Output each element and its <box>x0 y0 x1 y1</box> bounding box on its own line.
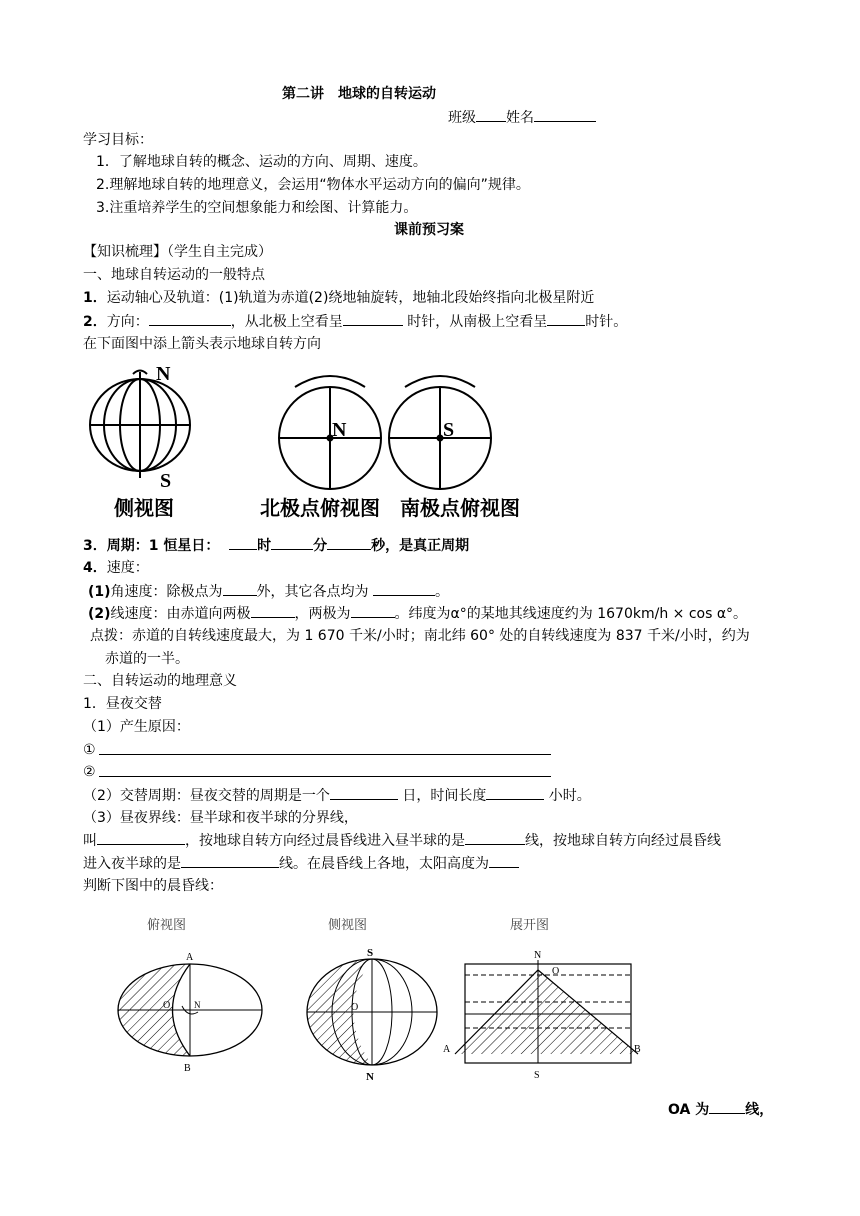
exp-b-label: B <box>634 1044 641 1055</box>
direction-blank[interactable] <box>149 311 231 326</box>
speed-title: 速度： <box>106 560 149 576</box>
term-b1: 叫 <box>83 833 97 849</box>
preview-title: 课前预习案 <box>394 222 464 238</box>
pole-blank[interactable] <box>223 581 257 596</box>
terminator-line-a: （3）昼夜界线：昼半球和夜半球的分界线， <box>83 810 358 826</box>
dir-b: ，从北极上空看呈 <box>230 314 343 330</box>
objective-3: 3.注重培养学生的空间想象能力和绘图、计算能力。 <box>96 200 418 216</box>
section1-heading: 一、地球自转运动的一般特点 <box>83 267 265 283</box>
cycle-b: 日，时间长度 <box>397 788 487 804</box>
oa-b: 线， <box>745 1102 774 1118</box>
top-o-label: O <box>163 1000 171 1011</box>
exp-n-label: N <box>534 950 542 961</box>
oa-blank[interactable] <box>709 1099 745 1114</box>
name-blank[interactable] <box>534 107 596 122</box>
day-night-heading: 1．昼夜交替 <box>83 696 162 712</box>
angular-blank[interactable] <box>373 581 435 596</box>
terminator-name-blank[interactable] <box>97 830 185 845</box>
expand-view-caption: 展开图 <box>510 918 550 933</box>
tip-line-2: 赤道的一半。 <box>105 651 189 667</box>
top-a-label: A <box>186 952 194 963</box>
oa-a: OA 为 <box>668 1102 710 1118</box>
hours-blank[interactable] <box>229 535 257 550</box>
cause-1-marker: ① <box>83 742 96 758</box>
south-view-globe[interactable] <box>389 376 491 489</box>
term-c2: 线。在晨昏线上各地，太阳高度为 <box>279 856 489 872</box>
cause-2-blank[interactable] <box>99 776 551 777</box>
speed-line <box>83 558 149 578</box>
north-view-globe[interactable] <box>279 376 381 489</box>
axis-text: 运动轴心及轨道：(1)轨道为赤道(2)绕地轴旋转，地轴北段始终指向北极星附近 <box>106 290 595 306</box>
sun-altitude-blank[interactable] <box>489 853 519 868</box>
exp-a-label: A <box>443 1044 451 1055</box>
oa-line <box>668 1099 773 1120</box>
seconds-blank[interactable] <box>327 535 371 550</box>
axis-num: 1． <box>83 290 107 306</box>
class-blank[interactable] <box>476 107 506 122</box>
period-s: 秒，是真正周期 <box>371 538 470 554</box>
section2-heading: 二、自转运动的地理意义 <box>83 673 237 689</box>
term-c1: 进入夜半球的是 <box>83 856 181 872</box>
term-b3: 线，按地球自转方向经过晨昏线 <box>525 833 721 849</box>
side-view-caption: 侧视图 <box>114 496 174 520</box>
period-num: 3． <box>83 538 107 554</box>
class-label: 班级 <box>448 110 476 126</box>
dir-c: 时针，从南极上空看呈 <box>402 314 548 330</box>
side2-o-label: O <box>351 1002 359 1013</box>
hours-length-blank[interactable] <box>486 785 544 800</box>
class-name-fields <box>448 107 596 128</box>
expanded-view-diagram[interactable] <box>443 950 641 1081</box>
term-b2: ，按地球自转方向经过晨昏线进入昼半球的是 <box>185 833 465 849</box>
side2-n-label: N <box>366 1071 374 1083</box>
lin-d: 。纬度为α°的某地其线速度约为 1670km/h × cos α°。 <box>394 606 748 622</box>
speed-num: 4． <box>83 560 107 576</box>
terminator-line-b <box>83 830 721 851</box>
cycle-c: 小时。 <box>544 788 591 804</box>
ang-a: (1) <box>88 584 111 600</box>
day-type-blank[interactable] <box>330 785 398 800</box>
page-title: 第二讲 地球的自转运动 <box>282 86 436 102</box>
ang-c: 外，其它各点均为 <box>256 584 373 600</box>
side2-s-label: S <box>367 947 374 959</box>
side-view-diagram[interactable] <box>307 947 437 1083</box>
poles-value-blank[interactable] <box>351 603 395 618</box>
lin-a: (2) <box>88 606 111 622</box>
terminator-diagrams <box>110 940 670 1090</box>
trend-blank[interactable] <box>251 603 295 618</box>
instruction-line: 在下面图中添上箭头表示地球自转方向 <box>83 336 321 352</box>
dir-a: 方向： <box>106 314 149 330</box>
lin-b: 线速度：由赤道向两极 <box>110 606 251 622</box>
linear-speed-line <box>88 603 747 624</box>
dir-num: 2． <box>83 314 107 330</box>
exp-s-label: S <box>534 1070 540 1081</box>
dawn-line-blank[interactable] <box>465 830 525 845</box>
ang-d: 。 <box>435 584 449 600</box>
objectives-heading: 学习目标： <box>83 132 153 148</box>
period-line <box>83 535 469 556</box>
cycle-line <box>83 785 591 806</box>
exp-o-label: O <box>552 966 560 977</box>
period-h: 时 <box>257 538 272 554</box>
side-s-label: S <box>160 470 172 490</box>
south-view-blank[interactable] <box>547 311 585 326</box>
direction-line <box>83 311 627 332</box>
cause-1-blank[interactable] <box>99 754 551 755</box>
side-view-caption-2: 侧视图 <box>328 918 368 933</box>
south-view-s-label: S <box>443 419 455 441</box>
top-view-diagram[interactable] <box>118 952 262 1074</box>
knowledge-heading: 【知识梳理】（学生自主完成） <box>83 244 272 260</box>
objective-1: 1．了解地球自转的概念、运动的方向、周期、速度。 <box>96 154 427 170</box>
judge-line: 判断下图中的晨昏线： <box>83 878 223 894</box>
north-view-blank[interactable] <box>343 311 403 326</box>
side-n-label: N <box>156 363 171 385</box>
lin-c: ，两极为 <box>294 606 351 622</box>
objective-2: 2.理解地球自转的地理意义，会运用“物体水平运动方向的偏向”规律。 <box>96 177 530 193</box>
top-b-label: B <box>184 1063 191 1074</box>
side-view-globe[interactable] <box>90 371 190 479</box>
period-a: 周期：1 恒星日： <box>106 538 220 554</box>
terminator-line-c <box>83 853 519 874</box>
name-label: 姓名 <box>506 110 534 126</box>
cycle-a: （2）交替周期：昼夜交替的周期是一个 <box>83 788 330 804</box>
cause-2-marker: ② <box>83 764 96 780</box>
ang-b: 角速度：除极点为 <box>110 584 223 600</box>
minutes-blank[interactable] <box>271 535 313 550</box>
axis-line <box>83 288 594 308</box>
rotation-diagrams <box>80 360 540 490</box>
south-view-caption: 南极点俯视图 <box>400 496 520 520</box>
period-m: 分 <box>313 538 328 554</box>
top-n-label: N <box>194 1000 201 1010</box>
north-view-caption: 北极点俯视图 <box>260 496 380 520</box>
dusk-line-blank[interactable] <box>181 853 279 868</box>
cause-label: （1）产生原因： <box>83 719 190 735</box>
angular-speed-line <box>88 581 449 602</box>
dir-d: 时针。 <box>585 314 628 330</box>
north-view-n-label: N <box>332 419 347 441</box>
tip-line-1: 点拨：赤道的自转线速度最大，为 1 670 千米/小时；南北纬 60° 处的自转线速度为 837 千米/小时，约为 <box>90 628 750 644</box>
top-view-caption: 俯视图 <box>147 918 187 933</box>
